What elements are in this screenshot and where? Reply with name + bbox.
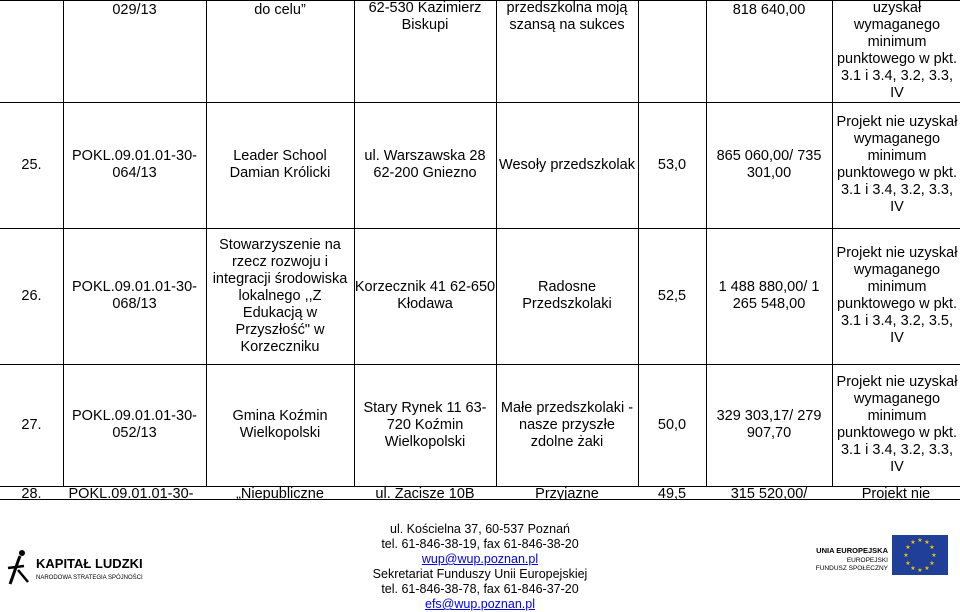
cell-address: Stary Rynek 11 63-720 Koźmin Wielkopolski (363, 399, 487, 450)
cell-remarks: Projekt nie uzyskał wymaganego minimum punktowego w pkt. 3.1 i 3.4, 3.2, 3.3, IV (836, 374, 958, 475)
svg-text:★: ★ (917, 537, 923, 544)
svg-text:★: ★ (905, 560, 911, 567)
footer-phone-1: tel. 61-846-38-19, fax 61-846-38-20 (381, 537, 579, 551)
cell-applicant: Stowarzyszenie na rzecz rozwoju i integracji środowiska lokalnego ,,Z Edukacją w Przyszłość" w Korzeczniku (212, 236, 348, 355)
svg-text:★: ★ (924, 539, 930, 546)
footer-address: ul. Kościelna 37, 60-537 Poznań (390, 522, 570, 536)
cell-applicant: Leader School Damian Królicki (229, 148, 331, 181)
cell-remarks: Projekt nie uzyskał wymaganego minimum punktowego w pkt. 3.1 i 3.4, 3.2, 3.3, IV (836, 114, 958, 215)
cell-score: 53,0 (657, 156, 687, 173)
cell-number: POKL.09.01.01-30-068/13 (72, 279, 197, 312)
cell-score: 50,0 (657, 416, 687, 433)
cell-applicant: Gmina Koźmin Wielkopolski (232, 408, 328, 441)
cell-applicant: „Niepubliczne (236, 486, 324, 500)
eu-flag-icon (780, 533, 950, 578)
svg-text:★: ★ (910, 539, 916, 546)
svg-text:★: ★ (910, 565, 916, 572)
cell-title: Wesoły przedszkolak (499, 156, 635, 173)
cell-number: POKL.09.01.01-30- (68, 486, 194, 500)
logo-right-line1: UNIA EUROPEJSKA (816, 546, 888, 555)
cell-score: 52,5 (657, 287, 687, 304)
cell-no: 28. (21, 486, 42, 500)
logo-right-line2: EUROPEJSKI (846, 557, 888, 564)
logo-left-subtitle: NARODOWA STRATEGIA SPÓJNOŚCI (36, 575, 143, 581)
cell-address: ul. Zacisze 10B (375, 486, 475, 500)
svg-text:★: ★ (903, 552, 909, 559)
svg-text:★: ★ (924, 565, 930, 572)
col-border (832, 0, 833, 486)
cell-score: 49,5 (657, 486, 687, 500)
logo-left-title: KAPITAŁ LUDZKI (36, 556, 143, 571)
cell-number: POKL.09.01.01-30-064/13 (72, 148, 197, 181)
logo-right-line3: FUNDUSZ SPOŁECZNY (815, 565, 888, 572)
svg-text:★: ★ (917, 567, 923, 574)
svg-text:★: ★ (929, 560, 935, 567)
cell-address: Korzecznik 41 62-650 Kłodawa (354, 279, 496, 312)
cell-amount: 818 640,00 (732, 1, 806, 18)
cell-address: 62-530 Kazimierz Biskupi (368, 0, 482, 33)
svg-text:★: ★ (931, 552, 937, 559)
cell-address: ul. Warszawska 28 62-200 Gniezno (364, 148, 486, 181)
cell-amount: 1 488 880,00/ 1 265 548,00 (718, 279, 820, 312)
footer-email-1[interactable]: wup@wup.poznan.pl (421, 552, 539, 566)
footer-phone-2: tel. 61-846-38-78, fax 61-846-37-20 (381, 582, 579, 596)
footer-email-2[interactable]: efs@wup.poznan.pl (425, 597, 535, 611)
cell-title: Przyjazne (535, 486, 599, 500)
cell-title: Małe przedszkolaki - nasze przyszłe zdolne żaki (500, 399, 634, 450)
cell-no: 27. (21, 416, 42, 433)
cell-amount: 329 303,17/ 279 907,70 (716, 408, 822, 441)
cell-remarks: Projekt nie (861, 486, 931, 500)
cell-amount: 315 520,00/ (730, 486, 808, 500)
svg-text:★: ★ (905, 544, 911, 551)
cell-title: przedszkolna moją szansą na sukces (506, 0, 628, 33)
cell-number: POKL.09.01.01-30-052/13 (72, 408, 197, 441)
cell-remarks: uzyskał wymaganego minimum punktowego w pkt. 3.1 i 3.4, 3.2, 3.3, IV (836, 0, 958, 101)
cell-number: 029/13 (112, 1, 157, 18)
col-border (706, 0, 707, 486)
col-border (206, 0, 207, 486)
cell-amount: 865 060,00/ 735 301,00 (716, 148, 822, 181)
cell-applicant: do celu” (254, 1, 306, 18)
cell-no: 26. (21, 287, 42, 304)
eu-logo (780, 533, 950, 578)
cell-remarks: Projekt nie uzyskał wymaganego minimum punktowego w pkt. 3.1 i 3.4, 3.2, 3.5, IV (836, 245, 958, 346)
svg-text:★: ★ (929, 544, 935, 551)
cell-title: Radosne Przedszkolaki (522, 279, 612, 312)
footer-secretariat: Sekretariat Funduszy Unii Europejskiej (372, 567, 588, 581)
cell-no: 25. (21, 156, 42, 173)
